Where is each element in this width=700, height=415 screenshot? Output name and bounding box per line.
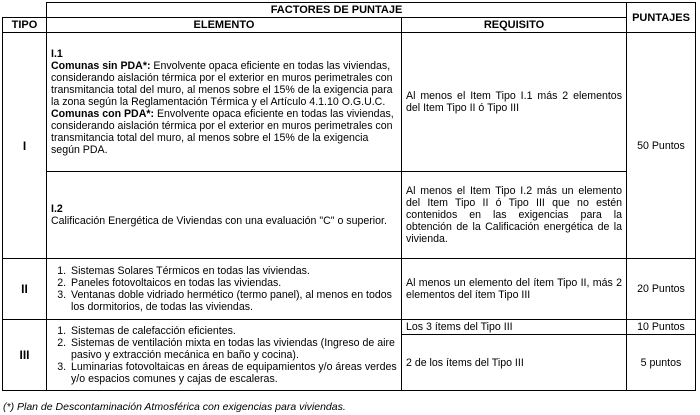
header-factores: FACTORES DE PUNTAJE <box>47 3 627 18</box>
elemento-i2 <box>47 172 402 259</box>
requisito-iii-a: Los 3 ítems del Tipo III <box>402 320 627 335</box>
header-elemento: ELEMENTO <box>47 18 402 33</box>
tipo-iii-list <box>51 325 397 385</box>
list-item: 2. Paneles fotovoltaicos en todas las viviendas. <box>69 277 397 289</box>
requisito-i2: Al menos el Item Tipo I.2 más un elemento del Item Tipo II ó Tipo III que no estén contenidos en las exigencias para la obtención de la Calificación energética de la vivienda. <box>402 172 627 259</box>
list-item: 2. Sistemas de ventilación mixta en todas las viviendas (Ingreso de aire pasivo y extracción mecánica en baño y cocina). <box>69 337 397 361</box>
puntaje-tipo-i: 50 Puntos <box>627 33 696 259</box>
puntaje-tipo-ii: 20 Puntos <box>627 259 696 320</box>
sin-pda-text: Envolvente opaca eficiente en todas las viviendas, considerando aislación térmica por el exterior en muros perimetrales con transmitancia total del muro, al menos sobre el 15% de la exigencia para la zona según la Reglamentación Térmica y el Artículo 4.1.10 O.G.U.C. <box>51 60 393 108</box>
elemento-iii <box>47 320 402 391</box>
tipo-ii-list <box>51 265 397 313</box>
footnote: (*) Plan de Descontaminación Atmosférica con exigencias para viviendas. <box>3 401 346 413</box>
puntaje-tipo-iii-b: 5 puntos <box>627 335 696 391</box>
tipo-ii-label: II <box>3 259 47 320</box>
requisito-ii: Al menos un elemento del ítem Tipo II, más 2 elementos del ítem Tipo III <box>402 259 627 320</box>
elemento-i1 <box>47 33 402 172</box>
header-requisito: REQUISITO <box>402 18 627 33</box>
list-item: 1. Sistemas Solares Térmicos en todas las viviendas. <box>69 265 397 277</box>
requisito-i1: Al menos el Item Tipo I.1 más 2 elementos del Item Tipo II ó Tipo III <box>402 33 627 172</box>
i2-text: Calificación Energética de Viviendas con una evaluación "C" o superior. <box>51 215 387 227</box>
con-pda-text: Envolvente opaca eficiente en todas las viviendas, considerando aislación térmica por el exterior en muros perimetrales con transmitancia total del muro, al menos sobre el 15% de la exigencia según PDA. <box>51 108 394 156</box>
sin-pda-label: Comunas sin PDA*: <box>51 60 151 72</box>
puntaje-tipo-iii-a: 10 Puntos <box>627 320 696 335</box>
tipo-i-label: I <box>3 33 47 259</box>
requisito-iii-b: 2 de los ítems del Tipo III <box>402 335 627 391</box>
code-i2: I.2 <box>51 203 63 215</box>
header-blank-left <box>3 3 47 18</box>
con-pda-label: Comunas con PDA*: <box>51 108 155 120</box>
header-puntajes: PUNTAJES <box>627 3 696 33</box>
elemento-ii <box>47 259 402 320</box>
tipo-iii-label: III <box>3 320 47 391</box>
header-tipo: TIPO <box>3 18 47 33</box>
list-item: 1. Sistemas de calefacción eficientes. <box>69 325 397 337</box>
list-item: 3. Ventanas doble vidriado hermético (termo panel), al menos en todos los dormitorios, de todas las viviendas. <box>69 289 397 313</box>
factores-table <box>2 2 696 391</box>
code-i1: I.1 <box>51 48 63 60</box>
list-item: 3. Luminarias fotovoltaicas en áreas de equipamientos y/o áreas verdes y/o espacios comunes y cajas de escaleras. <box>69 361 397 385</box>
